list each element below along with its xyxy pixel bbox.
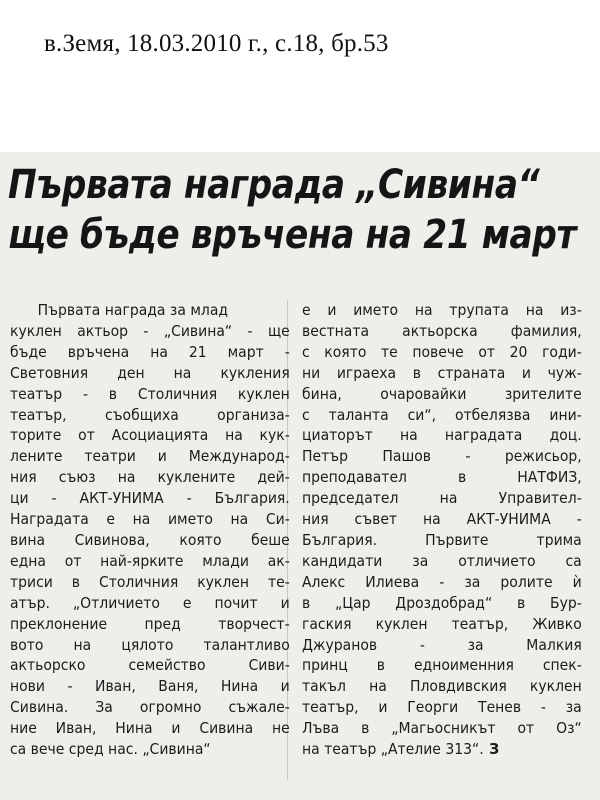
article-line: са вече сред нас. „Сивина“ [10, 740, 211, 759]
article-line: театър - в Столичния куклен [10, 384, 290, 403]
article-line: вестната актьорска фамилия, [302, 321, 582, 340]
article-line: е и името на трупата на из- [302, 301, 582, 319]
article-column-right [302, 300, 582, 760]
article-line: преподавател в НАТФИЗ, [302, 468, 582, 487]
newspaper-clipping [0, 152, 600, 800]
article-line: атър. „Отличието е почит и [10, 593, 290, 612]
article-line: Първата награда за млад [37, 301, 229, 319]
article-line: Джуранов - за Малкия [302, 635, 582, 654]
article-line: Световния ден на кукления [10, 363, 290, 382]
article-line: с таланта си“, отбелязва ини- [302, 405, 582, 424]
article-column-left [10, 300, 290, 760]
headline-line-1: Първата награда „Сивина“ [8, 162, 540, 208]
article-line: циаторът на наградата доц. [302, 426, 582, 445]
headline-line-2: ще бъде връчена на 21 март [8, 212, 576, 258]
article-line: Петър Пашов - режисьор, [302, 447, 582, 466]
article-line: вото на цялото талантливо [10, 635, 290, 654]
article-line: кандидати за отличието са [302, 551, 582, 570]
article-line: триси в Столичния куклен те- [10, 572, 290, 591]
article-line-text: на театър „Ателие 313“. [302, 740, 484, 759]
article-line: ци - АКТ-УНИМА - България. [10, 489, 290, 508]
article-line: лените театри и Международ- [10, 447, 290, 466]
article-line: една от най-ярките млади ак- [10, 551, 290, 570]
article-line: нови - Иван, Ваня, Нина и [10, 677, 290, 696]
article-line: Наградата е на името на Си- [10, 510, 290, 529]
article-body [10, 300, 582, 760]
article-last-line [302, 739, 582, 760]
article-line: торите от Асоциацията на кук- [10, 426, 290, 445]
article-end-mark: З [489, 740, 500, 759]
article-line: Сивина. За огромно съжале- [10, 698, 290, 717]
article-line: ния съвет на АКТ-УНИМА - [302, 510, 582, 529]
article-line: в „Цар Дроздобрад“ в Бур- [302, 593, 582, 612]
article-line: принц в едноименния спек- [302, 656, 582, 675]
article-line: бъде връчена на 21 март - [10, 342, 290, 361]
article-line: ния съюз на кукленитe дей- [10, 468, 290, 487]
article-line: бина, очаровайки зрителите [302, 384, 582, 403]
article-line: Лъва в „Магьосникът от Оз“ [302, 719, 582, 738]
article-line: преклонение пред творчест- [10, 614, 290, 633]
article-line: Алекс Илиева - за ролите ѝ [302, 572, 582, 591]
source-citation: в.Земя, 18.03.2010 г., с.18, бр.53 [44, 30, 389, 57]
article-line: с която те повече от 20 годи- [302, 342, 582, 361]
article-line: вина Сивинова, която беше [10, 530, 290, 549]
article-line: куклен актьор - „Сивина“ - ще [10, 321, 290, 340]
article-line: ние Иван, Нина и Сивина не [10, 719, 290, 738]
article-line: театър, съобщиха организа- [10, 405, 290, 424]
article-line: председател на Управител- [302, 489, 582, 508]
headline [8, 160, 592, 260]
article-line: такъл на Пловдивския куклен [302, 677, 582, 696]
article-line: гаския куклен театър, Живко [302, 614, 582, 633]
article-line: актьорско семейство Сиви- [10, 656, 290, 675]
article-line: България. Първите трима [302, 530, 582, 549]
article-line: ни играеха в страната и чуж- [302, 363, 582, 382]
article-line: театър, и Георги Тенев - за [302, 698, 582, 717]
